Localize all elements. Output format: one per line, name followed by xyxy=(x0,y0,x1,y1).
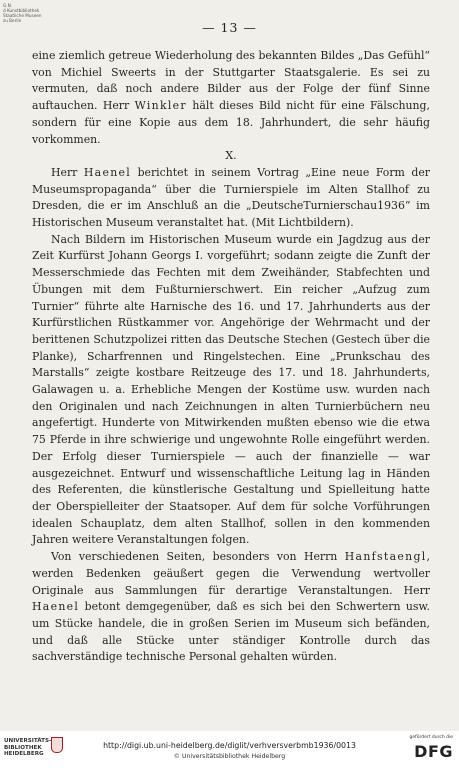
stamp-line: Staatliche Museen xyxy=(3,13,42,18)
paragraph-1: eine ziemlich getreue Wiederholung des bekannten Bildes „Das Gefühl“ von Michiel Sweerts in der Stuttgarter Staatsgalerie. Es sei zu vermuten, daß noch andere Bilder aus der Folge der fünf Sinne auftauchen. Herr Winkler hält dieses Bild nicht für eine Fälschung, sondern für eine Kopie aus dem 18. Jahrhundert, die sehr häufig vorkommen. xyxy=(32,49,430,146)
stamp-line: d Kunstbibliothek xyxy=(3,8,40,13)
paragraph-4: Von verschiedenen Seiten, besonders von Herrn Hanfstaengl, werden Bedenken geäußert gegen die Verwendung wertvoller Originale aus Sammlungen für derartige Veranstaltungen. Herr Haenel betont demgegenüber, daß es sich bei den Schwertern usw. um Stücke handele, die in großen Serien im Museum sich befänden, und daß alle Stücke unter ständiger Kontrolle durch das sachverständige technische Personal gehalten würden. xyxy=(32,550,430,664)
page-number: — 13 — xyxy=(202,20,257,35)
footer-bar xyxy=(0,731,459,768)
permalink[interactable]: http://digi.ub.uni-heidelberg.de/diglit/verhversverbmb1936/0013 xyxy=(103,741,356,750)
logo-text: BIBLIOTHEK xyxy=(4,744,42,751)
funder-note: gefördert durch die xyxy=(409,735,453,740)
section-marker: X. xyxy=(225,149,237,163)
paragraph-3: Nach Bildern im Historischen Museum wurde ein Jagdzug aus der Zeit Kurfürst Johann Georgs I. vorgeführt; sodann zeigte die Zunft der Messerschmiede das Fechten mit dem Zweihänder, Stabfechten und Übungen mit dem Fußturnierschwert. Ein reicher „Aufzug zum Turnier“ führte alte Harnische des 16. und 17. Jahrhunderts aus der Kurfürstlichen Rüstkammer vor. Angehörige der Wehrmacht und der berittenen Schutzpolizei ritten das Deutsche Stechen (Gestech über die Planke), Scharfrennen und Ringelstechen. Eine „Prunkschau des Marstalls“ zeigte kostbare Reitzeuge des 17. und 18. Jahrhunderts, Galawagen u. a. Erhebliche Mengen der Kostüme usw. wurden nach den Originalen und nach Zeichnungen in alten Turnierbüchern neu angefertigt. Hunderte von Mitwirkenden mußten ebenso wie die etwa 75 Pferde in ihre schwierige und ungewohnte Rolle eingeführt werden. Der Erfolg dieser Turnierspiele — auch der finanzielle — war ausgezeichnet. Entwurf und wissenschaftliche Leitung lag in Händen des Referenten, die künstlerische Gestaltung und Spielleitung hatte der Oberspielleiter der Staatsoper. Auf dem für solche Vorführungen idealen Schauplatz, dem alten Stallhof, sollen in den kommenden Jahren weitere Veranstaltungen folgen. xyxy=(32,232,430,547)
logo-text: HEIDELBERG xyxy=(4,751,44,758)
dfg-logo: DFG xyxy=(414,742,453,761)
stamp-line: zu Berlin xyxy=(3,18,22,23)
copyright-notice: © Universitätsbibliothek Heidelberg xyxy=(173,753,286,760)
stamp-line: G.N. xyxy=(3,3,13,8)
paragraph-2: Herr Haenel berichtet in seinem Vortrag „Eine neue Form der Museumspropaganda“ über die Turnierspiele im Alten Stallhof zu Dresden, die er im Anschluß an die „DeutscheTurnierschau1936“ im Historischen Museum veranstaltet hat. (Mit Lichtbildern). xyxy=(32,165,430,230)
page-body xyxy=(32,48,430,666)
logo-text: UNIVERSITÄTS- xyxy=(4,738,52,744)
